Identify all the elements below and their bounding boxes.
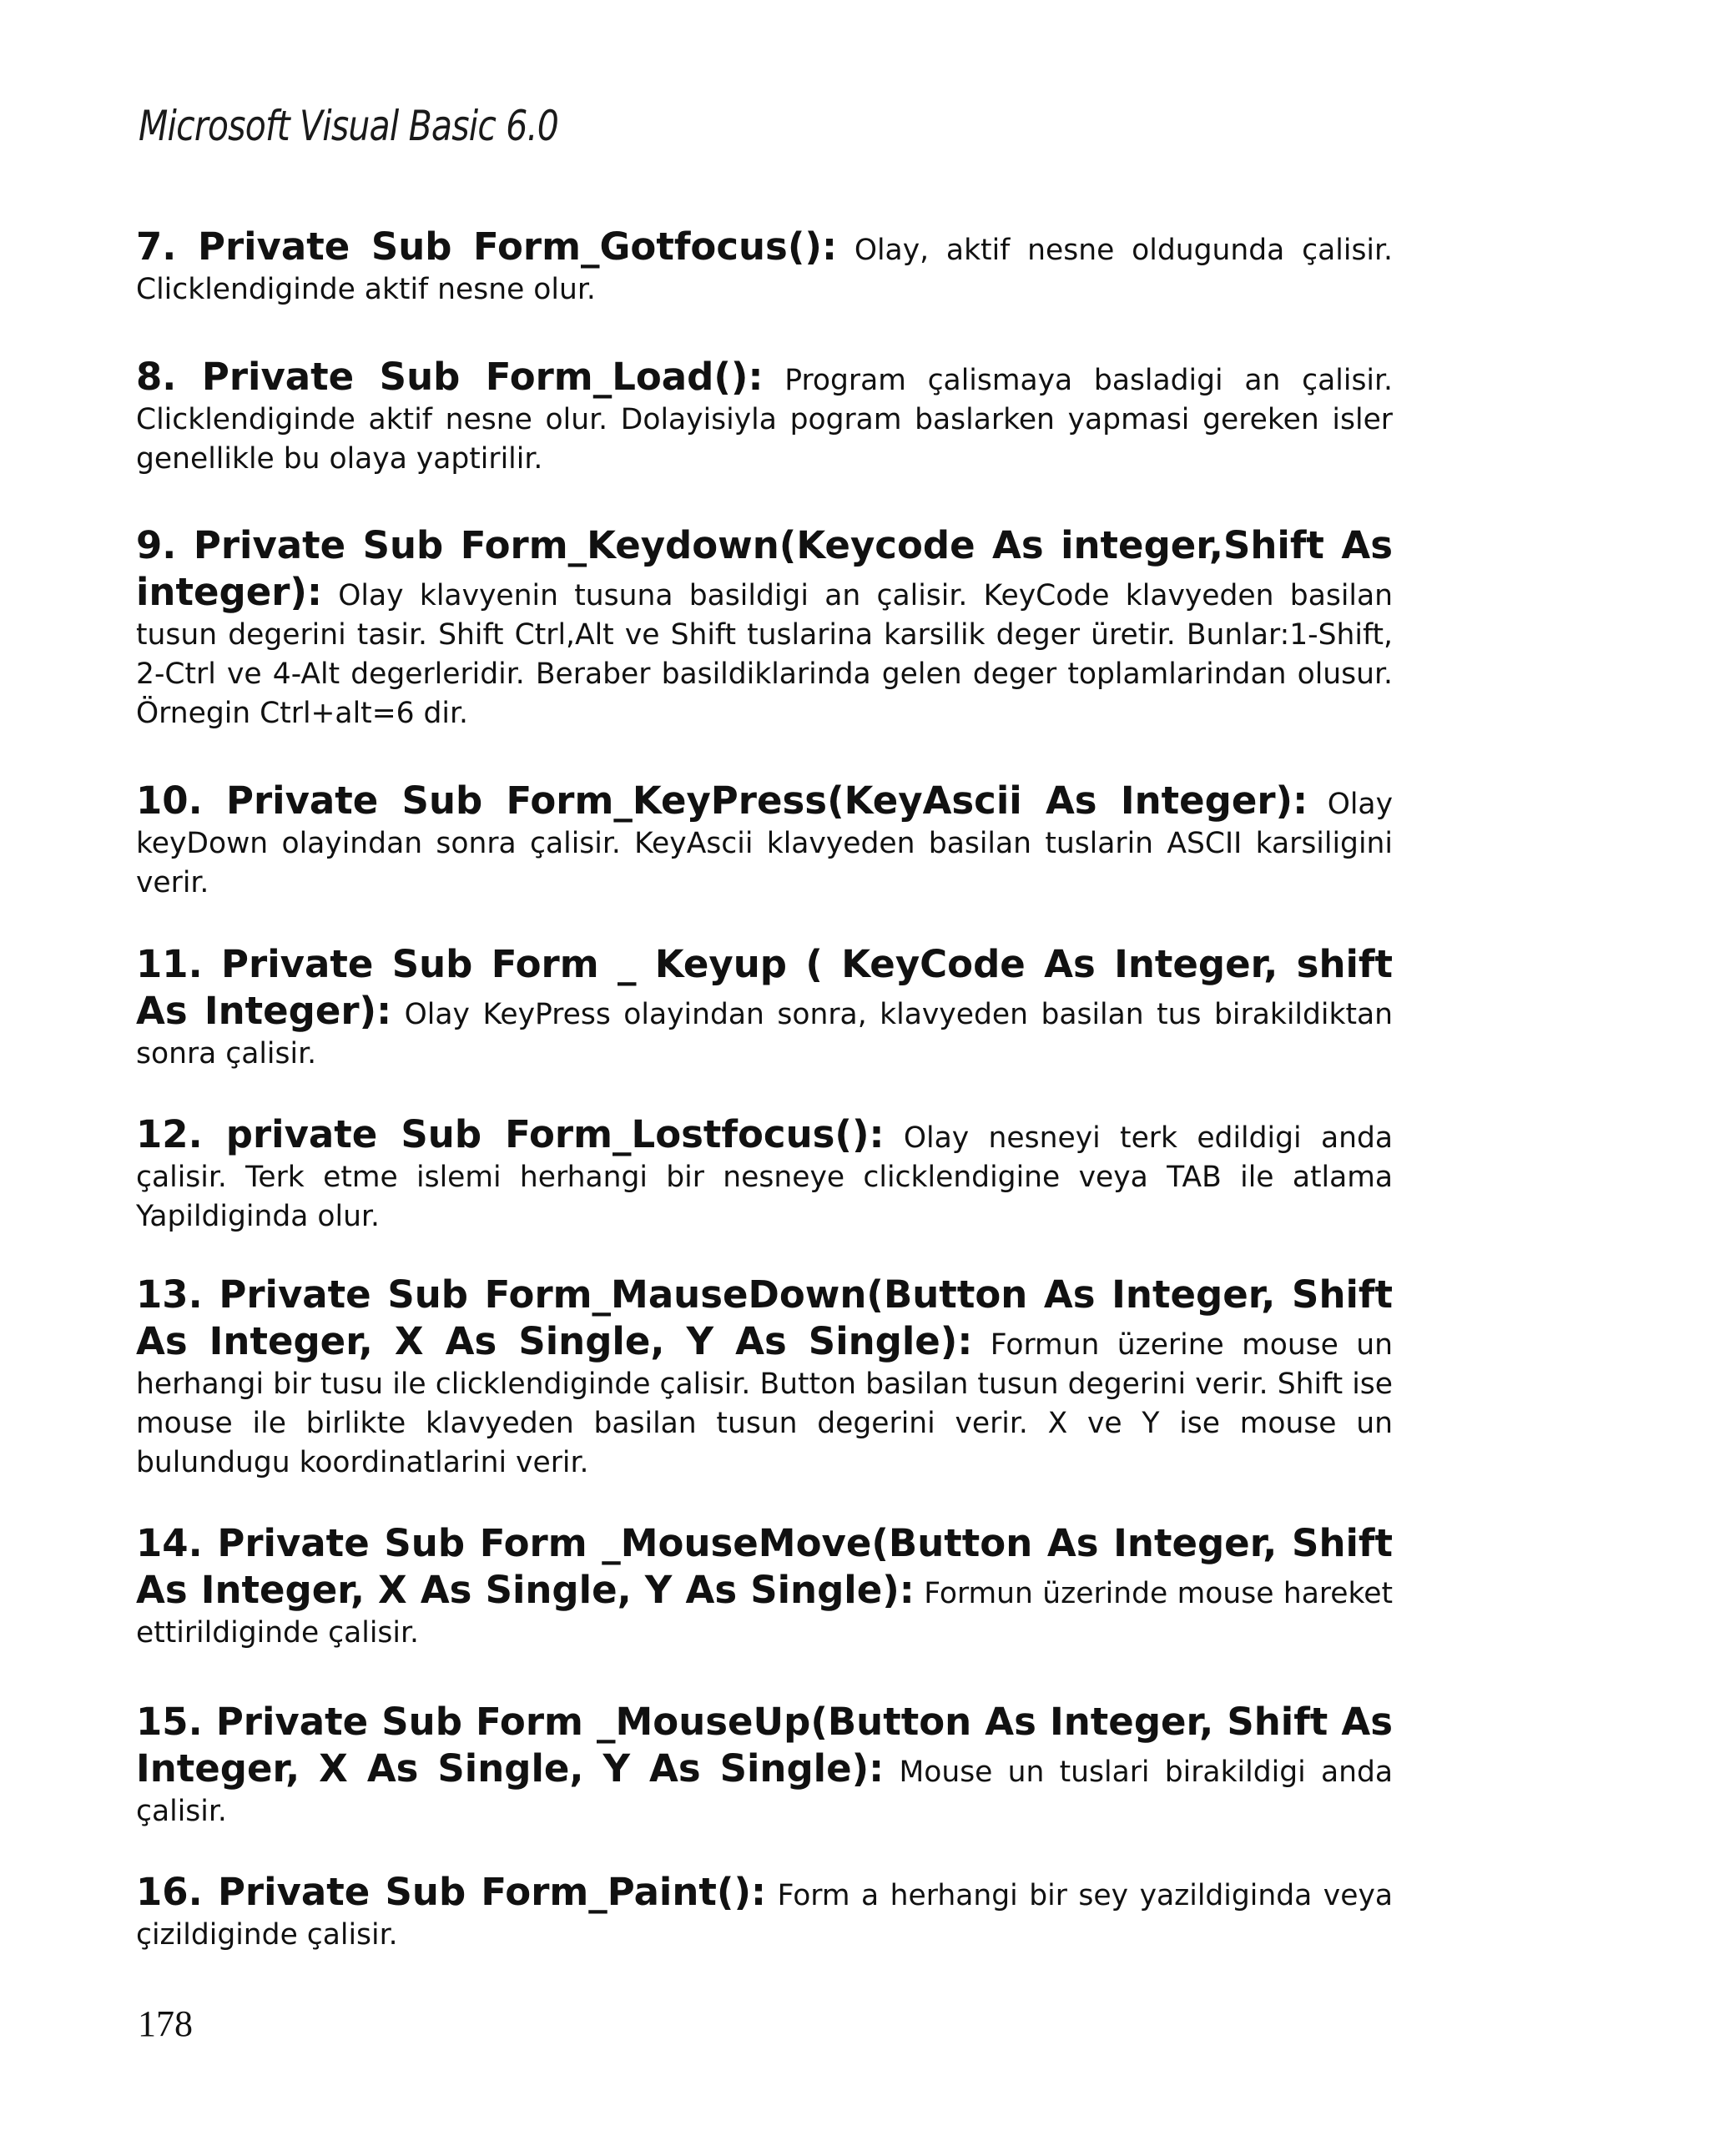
event-heading: 13. Private Sub Form_MauseDown(Button As Integer, Shift As Integer, X As Single, Y As Single): (136, 1272, 1393, 1363)
event-entry-form-mousemove (136, 1520, 1393, 1653)
event-description: Formun üzerinde mouse hareket ettirildiginde çalisir. (136, 1577, 1393, 1650)
page-number: 178 (138, 2003, 193, 2044)
event-entry-form-paint (136, 1869, 1393, 1955)
event-description: Olay nesneyi terk edildigi anda çalisir. Terk etme islemi herhangi bir nesneye clicklendigine veya TAB ile atlama Yapildiginda olur. (136, 1121, 1393, 1233)
event-description: Formun üzerine mouse un herhangi bir tusu ile clicklendiginde çalisir. Button basilan tusun degerini verir. Shift ise mouse ile birlikte klavyeden basilan tusun degerini verir. X ve Y ise mouse un bulundugu koordinatlarini verir. (136, 1328, 1393, 1479)
event-entry-form-keyup (136, 941, 1393, 1074)
event-entry-form-mousedown (136, 1272, 1393, 1483)
running-header: Microsoft Visual Basic 6.0 (139, 102, 559, 150)
event-entry-form-keydown (136, 522, 1393, 733)
event-heading: 14. Private Sub Form _MouseMove(Button As Integer, Shift As Integer, X As Single, Y As Single): (136, 1521, 1393, 1612)
event-description: Olay keyDown olayindan sonra çalisir. KeyAscii klavyeden basilan tuslarin ASCII karsiligini verir. (136, 788, 1393, 899)
event-description: Form a herhangi bir sey yazildiginda veya çizildiginde çalisir. (136, 1879, 1394, 1952)
event-heading: 16. Private Sub Form_Paint(): (136, 1870, 767, 1914)
event-description: Olay, aktif nesne oldugunda çalisir. Clicklendiginde aktif nesne olur. (136, 234, 1393, 306)
event-entry-form-keypress (136, 778, 1393, 903)
event-entry-form-gotfocus (136, 224, 1393, 310)
event-heading: 11. Private Sub Form _ Keyup ( KeyCode As Integer, shift As Integer): (136, 942, 1393, 1033)
event-entry-form-load (136, 354, 1393, 479)
event-description: Mouse un tuslari birakildigi anda çalisir. (136, 1756, 1393, 1828)
event-description: Olay klavyenin tusuna basildigi an çalisir. KeyCode klavyeden basilan tusun degerini tasir. Shift Ctrl,Alt ve Shift tuslarina karsilik deger üretir. Bunlar:1-Shift, 2-Ctrl ve 4-Alt degerleridir. Beraber basildiklarinda gelen deger toplamlarindan olusur. Örnegin Ctrl+alt=6 dir. (136, 579, 1393, 730)
event-heading: 12. private Sub Form_Lostfocus(): (136, 1112, 885, 1156)
event-heading: 10. Private Sub Form_KeyPress(KeyAscii As Integer): (136, 778, 1308, 823)
event-entry-form-lostfocus (136, 1111, 1393, 1237)
event-entry-form-mouseup (136, 1699, 1393, 1831)
event-heading: 7. Private Sub Form_Gotfocus(): (136, 224, 837, 269)
event-heading: 8. Private Sub Form_Load(): (136, 355, 764, 399)
event-description: Program çalismaya basladigi an çalisir. Clicklendiginde aktif nesne olur. Dolayisiyla pogram baslarken yapmasi gereken isler genellikle bu olaya yaptirilir. (136, 364, 1393, 476)
event-heading: 9. Private Sub Form_Keydown(Keycode As integer,Shift As integer): (136, 523, 1393, 614)
event-heading: 15. Private Sub Form _MouseUp(Button As Integer, Shift As Integer, X As Single, Y As Single): (136, 1700, 1393, 1791)
event-description: Olay KeyPress olayindan sonra, klavyeden basilan tus birakildiktan sonra çalisir. (136, 998, 1393, 1070)
